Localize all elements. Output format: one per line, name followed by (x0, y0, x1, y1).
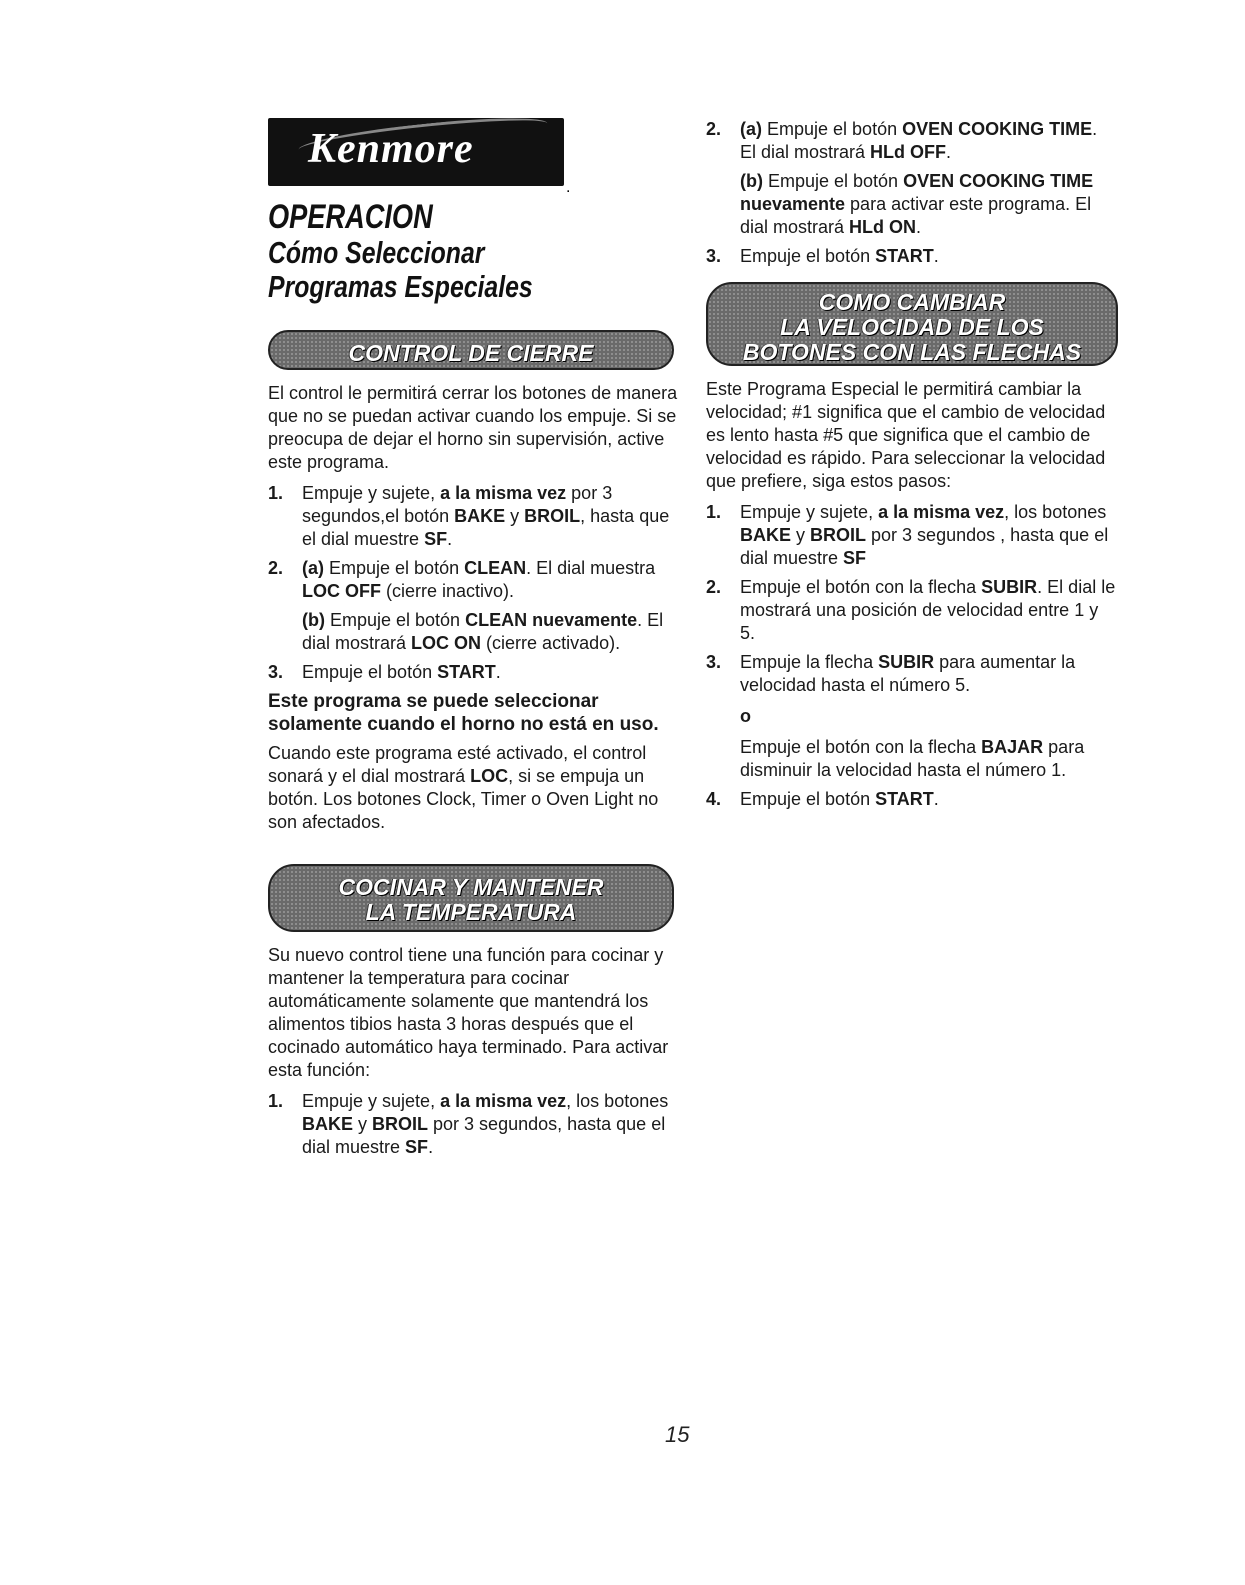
left-column: Kenmore . OPERACION Cómo Seleccionar Programas Especiales CONTROL DE CIERRE El control le permitirá cerrar los botones de manera que no se puedan activar cuando los empuje. Si se preocupa de dejar el horno sin supervisión, active este programa. 1. Empuje y sujete, a la misma vez por 3 segundos,el botón BAKE y BROIL, hasta que el dial muestre SF. 2. (a) Empuje el botón CLEAN. El dial muestra LOC OFF (cierre inactivo). (b) Empuje el botón CLEAN nuevamente. El dial mostrará LOC ON (cierre activado). 3. Empuje el botón START. Este programa se puede seleccionar solamente cuando el horno no está en uso. Cuando este programa esté activado, el control sonará y el dial mostrará LOC, si se empuja un botón. Los botones Clock, Timer o Oven Light no son afectados. COCINAR Y MANTENER LA TEMPERATURA Su nuevo control tiene una función para cocinar y mantener la temperatura para cocinar automáticamente solamente que mantendrá los alimentos tibios hasta 3 horas después que el cocinado automático haya terminado. Para activar esta función: 1. Empuje y sujete, a la misma vez, los botones BAKE y BROIL por 3 segundos, hasta que el dial muestre SF. (268, 118, 678, 1165)
page-title: OPERACION (268, 198, 433, 236)
section-intro: El control le permitirá cerrar los botones de manera que no se puedan activar cuando los empuje. Si se preocupa de dejar el horno sin supervisión, active este programa. (268, 383, 678, 472)
step-item: 4. Empuje el botón START. (706, 789, 939, 809)
step-item: 2. Empuje el botón con la flecha SUBIR. El dial le mostrará una posición de velocidad entre 1 y 5. (706, 577, 1116, 643)
section-paragraph: Cuando este programa esté activado, el control sonará y el dial mostrará LOC, si se empuja un botón. Los botones Clock, Timer o Oven Light no son afectados. (268, 743, 659, 832)
step-alternative: Empuje el botón con la flecha BAJAR para disminuir la velocidad hasta el número 1. (740, 737, 1085, 780)
step-item: 2. (a) Empuje el botón OVEN COOKING TIME. El dial mostrará HLd OFF. (b) Empuje el botón OVEN COOKING TIME nuevamente para activar este programa. El dial mostrará HLd ON. (706, 118, 1116, 239)
step-item: 1. Empuje y sujete, a la misma vez, los botones BAKE y BROIL por 3 segundos, hasta que el dial muestre SF. (268, 1091, 669, 1157)
step-item: 3. Empuje el botón START. (706, 246, 939, 266)
section-banner-velocidad-flechas: COMO CAMBIAR LA VELOCIDAD DE LOS BOTONES CON LAS FLECHAS (706, 282, 1118, 366)
logo-wordmark: Kenmore (308, 126, 474, 172)
step-item: 3. Empuje la flecha SUBIR para aumentar la velocidad hasta el número 5. o Empuje el botón con la flecha BAJAR para disminuir la velocidad hasta el número 1. (706, 651, 1116, 782)
section-intro: Este Programa Especial le permitirá cambiar la velocidad; #1 significa que el cambio de velocidad es lento hasta #5 que significa que el cambio de velocidad es rápido. Para seleccionar la velocidad que prefiere, siga estos pasos: (706, 379, 1106, 491)
right-column (706, 118, 1116, 817)
step-item: 1. Empuje y sujete, a la misma vez por 3 segundos,el botón BAKE y BROIL, hasta que el dial muestre SF. (268, 483, 670, 549)
or-separator: o (740, 706, 751, 726)
section-banner-cocinar-mantener: COCINAR Y MANTENER LA TEMPERATURA (268, 864, 674, 932)
important-note: Este programa se puede seleccionar solamente cuando el horno no está en uso. (268, 691, 659, 735)
step-substep: (b) Empuje el botón CLEAN nuevamente. El dial mostrará LOC ON (cierre activado). (302, 610, 664, 653)
step-substep: (a) Empuje el botón OVEN COOKING TIME. El dial mostrará HLd OFF. (740, 119, 1098, 162)
step-item: 1. Empuje y sujete, a la misma vez, los botones BAKE y BROIL por 3 segundos , hasta que el dial muestre SF (706, 502, 1109, 568)
step-substep: (a) Empuje el botón CLEAN. El dial muestra LOC OFF (cierre inactivo). (302, 558, 656, 601)
kenmore-logo (268, 118, 564, 186)
section-intro: Su nuevo control tiene una función para cocinar y mantener la temperatura para cocinar automáticamente solamente que mantendrá los alimentos tibios hasta 3 horas después que el cocinado automático haya terminado. Para activar esta función: (268, 945, 669, 1080)
page-subtitle-line1: Cómo Seleccionar (268, 235, 485, 270)
step-item: 3. Empuje el botón START. (268, 662, 501, 682)
step-substep: (b) Empuje el botón OVEN COOKING TIME nuevamente para activar este programa. El dial mostrará HLd ON. (740, 171, 1094, 237)
section-banner-control-cierre: CONTROL DE CIERRE (268, 330, 674, 370)
page-number: 15 (665, 1422, 690, 1447)
page-subtitle-line2: Programas Especiales (268, 269, 533, 304)
step-item: 2. (a) Empuje el botón CLEAN. El dial muestra LOC OFF (cierre inactivo). (b) Empuje el botón CLEAN nuevamente. El dial mostrará LOC ON (cierre activado). (268, 557, 678, 655)
